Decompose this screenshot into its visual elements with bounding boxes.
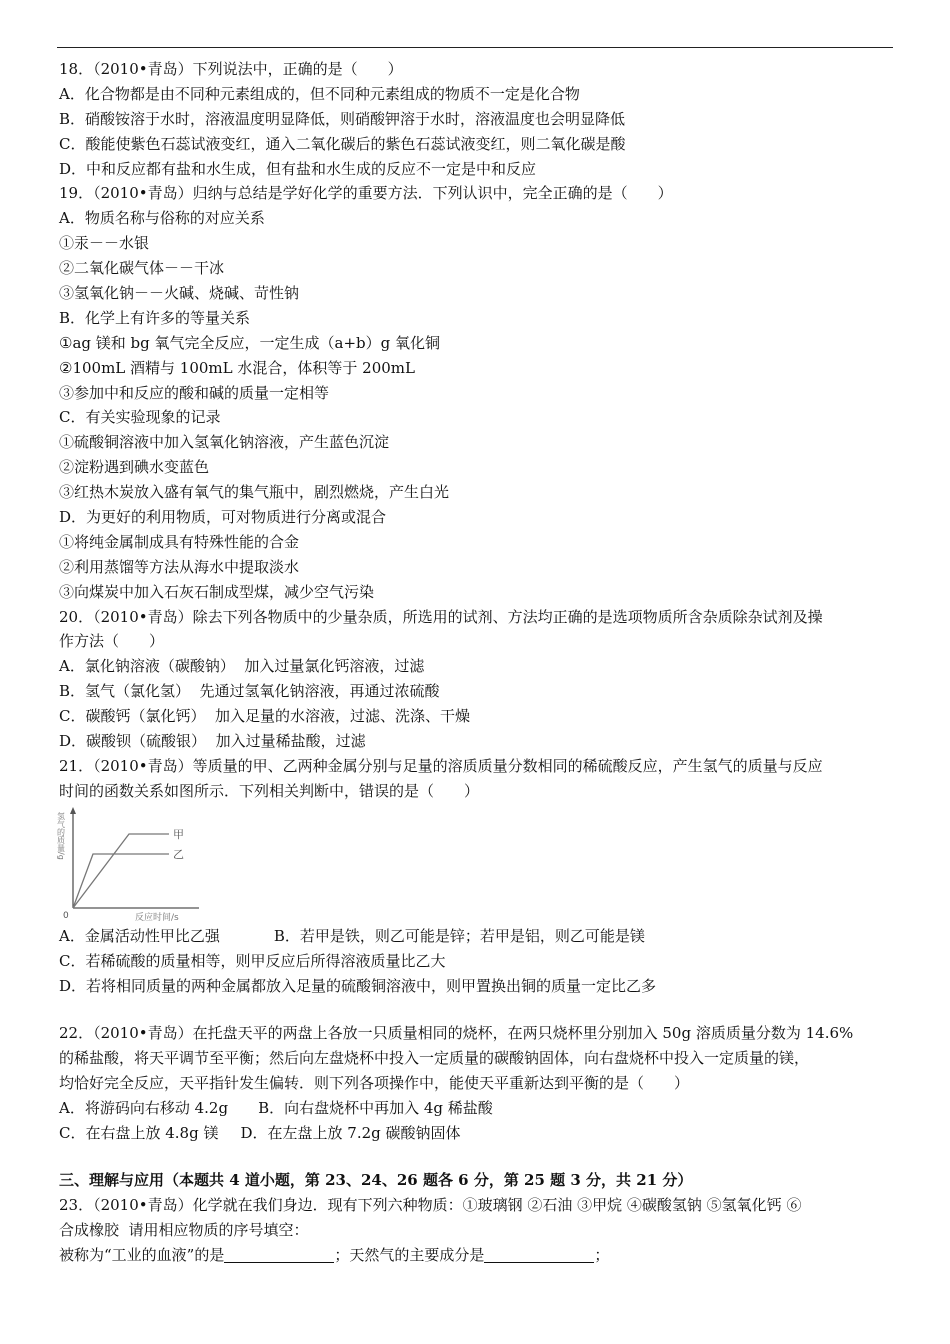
q18-stem: 18．（2010•青岛）下列说法中，正确的是（ ） [59,60,403,78]
graph-y-label: 氢气的质量/g [56,811,66,860]
q23-blank-2[interactable] [484,1246,594,1263]
q19-line: ①汞－－水银 [59,234,150,253]
q23-fill-line [59,1243,893,1268]
graph-origin: 0 [63,910,69,921]
q22-stem-3: 均恰好完全反应，天平指针发生偏转．则下列各项操作中，能使天平重新达到平衡的是（ ） [59,1074,690,1093]
q23-blank-1[interactable] [224,1246,334,1263]
q22-option-b: B．向右盘烧杯中再加入 4g 稀盐酸 [258,1099,493,1118]
q19-line: A．物质名称与俗称的对应关系 [59,209,265,228]
q19-line: ③红热木炭放入盛有氧气的集气瓶中，剧烈燃烧，产生白光 [59,483,450,502]
q23-fill-b-label: ；天然气的主要成分是 [334,1245,485,1264]
q19-line: ①将纯金属制成具有特殊性能的合金 [59,532,300,551]
hydrogen-mass-graph [56,804,893,924]
q18-option-b: B．硝酸铵溶于水时，溶液温度明显降低，则硝酸钾溶于水时，溶液温度也会明显降低 [59,109,626,128]
q19-line: ②100mL 酒精与 100mL 水混合，体积等于 200mL [59,358,415,377]
q21-option-d: D．若将相同质量的两种金属都放入足量的硫酸铜溶液中，则甲置换出铜的质量一定比乙多 [59,976,657,995]
q20-stem-2: 作方法（ ） [59,632,165,651]
q21-option-a: A．金属活动性甲比乙强 [59,926,220,945]
q19-line: ③参加中和反应的酸和碱的质量一定相等 [59,383,330,402]
q19-line: ②二氧化碳气体－－干冰 [59,259,225,278]
header-rule [57,47,893,48]
q22-options-ab [59,1096,893,1121]
q19-stem: 19．（2010•青岛）归纳与总结是学好化学的重要方法．下列认识中，完全正确的是（ ） [59,184,673,203]
graph-line-jia [73,834,169,908]
q22-option-a: A．将游码向右移动 4.2g [59,1099,229,1118]
q19-line: ①硫酸铜溶液中加入氢氧化钠溶液，产生蓝色沉淀 [59,433,390,452]
q20-option-b: B．氢气（氯化氢） 先通过氢氧化钠溶液，再通过浓硫酸 [59,682,440,701]
question-20 [59,605,893,754]
q18-option-c: C．酸能使紫色石蕊试液变红，通入二氧化碳后的紫色石蕊试液变红，则二氧化碳是酸 [59,134,626,153]
q19-line: B．化学上有许多的等量关系 [59,308,251,327]
q22-stem-2: 的稀盐酸，将天平调节至平衡；然后向左盘烧杯中投入一定质量的碳酸钠固体，向右盘烧杯中投入一定质量的镁， [59,1049,810,1068]
q20-option-a: A．氯化钠溶液（碳酸钠） 加入过量氯化钙溶液，过滤 [59,657,425,676]
document-body [56,57,893,1267]
q22-stem-1: 22．（2010•青岛）在托盘天平的两盘上各放一只质量相同的烧杯，在两只烧杯里分别加入 50g 溶质质量分数为 14.6% [59,1024,854,1043]
q19-line: ②淀粉遇到碘水变蓝色 [59,458,210,477]
q23-stem-1: 23．（2010•青岛）化学就在我们身边．现有下列六种物质：①玻璃钢 ②石油 ③甲烷 ④碳酸氢钠 ⑤氢氧化钙 ⑥ [59,1195,802,1214]
graph-label-yi: 乙 [173,847,184,861]
spacer [59,1146,893,1168]
q22-options-cd [59,1121,893,1146]
question-22 [59,1021,893,1145]
q18-option-d: D．中和反应都有盐和水生成，但有盐和水生成的反应不一定是中和反应 [59,159,537,178]
section-3-title: 三、理解与应用（本题共 4 道小题，第 23、24、26 题各 6 分，第 25 题 3 分，共 21 分） [59,1170,693,1189]
q22-option-d: D．在左盘上放 7.2g 碳酸钠固体 [240,1123,461,1142]
spacer [59,998,893,1021]
q19-line: ①ag 镁和 bg 氧气完全反应，一定生成（a+b）g 氧化铜 [59,333,440,352]
graph-svg [56,804,259,923]
question-21 [56,754,893,998]
q19-line: D．为更好的利用物质，可对物质进行分离或混合 [59,508,387,527]
q21-stem-1: 21．（2010•青岛）等质量的甲、乙两种金属分别与足量的溶质质量分数相同的稀硫酸反应，产生氢气的质量与反应 [59,756,823,775]
q18-option-a: A．化合物都是由不同种元素组成的，但不同种元素组成的物质不一定是化合物 [59,84,580,103]
q23-stem-2: 合成橡胶 请用相应物质的序号填空： [59,1220,309,1239]
graph-x-label: 反应时间/s [135,912,179,923]
q21-options-ab [59,924,893,949]
q21-stem-2: 时间的函数关系如图所示．下列相关判断中，错误的是（ ） [59,781,480,800]
graph-y-arrow [70,807,76,814]
q23-fill-a-label: 被称为“工业的血液”的是 [59,1245,225,1264]
q21-option-c: C．若稀硫酸的质量相等，则甲反应后所得溶液质量比乙大 [59,951,446,970]
q20-option-c: C．碳酸钙（氯化钙） 加入足量的水溶液，过滤、洗涤、干燥 [59,707,471,726]
section-3 [59,1168,893,1268]
q20-option-d: D．碳酸钡（硫酸银） 加入过量稀盐酸，过滤 [59,732,366,751]
q22-option-c: C．在右盘上放 4.8g 镁 [59,1123,219,1142]
graph-label-jia: 甲 [173,827,184,841]
graph-line-yi [73,854,169,908]
question-19 [59,181,893,604]
q21-option-b: B．若甲是铁，则乙可能是锌；若甲是铝，则乙可能是镁 [273,926,645,945]
q20-stem-1: 20．（2010•青岛）除去下列各物质中的少量杂质，所选用的试剂、方法均正确的是选项物质所含杂质除杂试剂及操 [59,607,823,626]
q19-line: ③向煤炭中加入石灰石制成型煤，减少空气污染 [59,582,375,601]
q19-line: ②利用蒸馏等方法从海水中提取淡水 [59,557,300,576]
question-18 [59,57,893,181]
q19-line: C．有关实验现象的记录 [59,408,221,427]
q19-line: ③氢氧化钠－－火碱、烧碱、苛性钠 [59,284,300,303]
q23-fill-end: ； [594,1245,610,1264]
